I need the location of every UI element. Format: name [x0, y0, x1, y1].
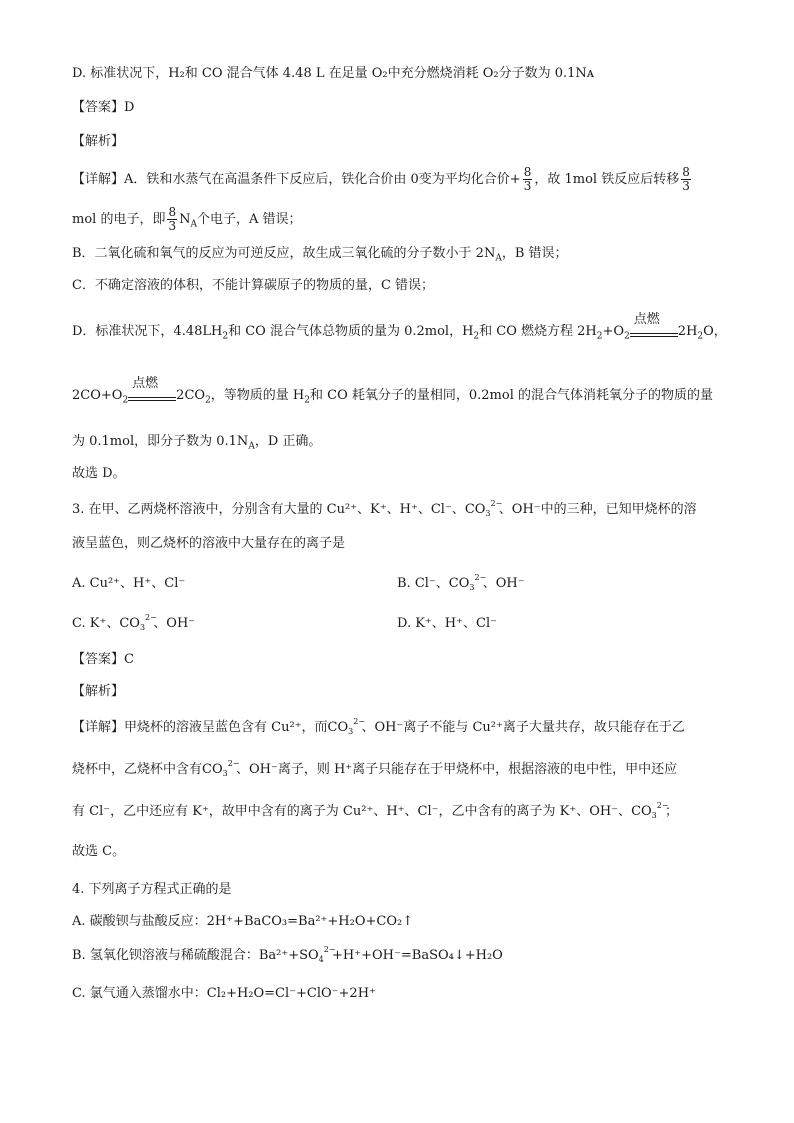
fraction-8-3-b	[681, 166, 691, 193]
detail-d-text-3: 和 CO 燃烧方程 2H	[479, 324, 597, 339]
ignite-condition-2	[128, 376, 176, 406]
q4-stem: 4. 下列离子方程式正确的是	[72, 882, 232, 897]
detail-d-line-3: 为 0.1mol，即分子数为 $0.1N_A$，D 正确。	[72, 434, 322, 452]
detail-d-line: D．标准状况下，$4.48LH_2$和 CO 混合气体总物质的量为 0.2mol，$H_2$和 CO 燃烧方程 $2H_2+O_2$ 点燃 $2H_2O$，	[72, 312, 727, 342]
detail-d-text-5: 2H	[677, 324, 698, 339]
fraction-8-3	[523, 166, 533, 193]
fraction-8-3-c	[167, 206, 177, 233]
q3-detail-line-3: 有 Cl⁻，乙中还应有 K⁺，故甲中含有的离子为 Cu²⁺、H⁺、Cl⁻，乙中含有的离子为 K⁺、OH⁻、$CO_3$ 2− ；	[72, 802, 678, 823]
detail-d-text-12: ，D 正确。	[254, 434, 322, 449]
detail-d-text-9: ，等物质的量 H	[210, 388, 305, 403]
detail-a-text-1: 【详解】A．铁和水蒸气在高温条件下反应后，铁化合价由 0变为平均化合价	[72, 172, 510, 187]
detail-d-text-11: 为 0.1mol，即分子数为 0.1N	[72, 434, 249, 449]
q3-stem-1b: 、OH⁻中的三种，已知甲烧杯的溶	[498, 502, 697, 517]
q4-option-a: A. 碳酸钡与盐酸反应：2H⁺+BaCO₃=Ba²⁺+H₂O+CO₂↑	[72, 914, 414, 929]
q4-option-c: C. 氯气通入蒸馏水中：Cl₂+H₂O=Cl⁻+ClO⁻+2H⁺	[72, 986, 376, 1001]
plus-sign: +	[509, 172, 521, 187]
detail-d-line-2: $2CO+O_2$ 点燃 $2CO_2$，等物质的量 $H_2$和 CO 耗氧分子的量相同，0.2mol 的混合气体消耗氧分子的物质的量	[72, 376, 714, 406]
detail-b-line	[72, 244, 568, 264]
choose-q2: 故选 D。	[72, 466, 126, 481]
frac-denominator: 3	[168, 219, 177, 233]
detail-d-text-2: 和 CO 混合气体总物质的量为 0.2mol，H	[228, 324, 474, 339]
detail-b-end: ，B 错误；	[501, 246, 568, 261]
ignite-label: 点燃	[633, 312, 660, 327]
detail-a-line	[72, 166, 693, 193]
sub-a: A	[190, 219, 197, 230]
detail-c-line: C．不确定溶液的体积，不能计算碳原子的物质的量，C 错误；	[72, 278, 435, 293]
detail-a-text-5: 个电子，A 错误；	[196, 212, 302, 227]
co3-ion: $CO_3$ 2−	[448, 573, 487, 592]
analysis-label-q3: 【解析】	[72, 684, 125, 699]
q3-option-b: B. Cl⁻、$CO_3$ 2− 、OH⁻	[397, 574, 525, 595]
frac-numerator: 8	[523, 165, 532, 179]
frac-denominator: 3	[682, 179, 690, 193]
frac-numerator: 8	[168, 205, 177, 219]
q3-option-a: A. Cu²⁺、H⁺、Cl⁻	[72, 576, 186, 591]
detail-a-text-3: mol 的电子，即	[72, 212, 166, 227]
co3-ion: $CO_3$ 2−	[631, 801, 669, 820]
q3-detail-line-2: 烧杯中，乙烧杯中含有$CO_3$ 2− 、OH⁻离子，则 H⁺离子只能存在于甲烧杯中，根据溶液的电中性，甲中还应	[72, 760, 677, 781]
q3-detail-line-1: 【详解】甲烧杯的溶液呈蓝色含有 Cu²⁺，而$CO_3$ 2− 、OH⁻离子不能与 Cu²⁺离子大量共存，故只能存在于乙	[72, 718, 685, 739]
detail-d-text-1: D．标准状况下，4.48LH	[72, 324, 223, 339]
detail-d-text-6: O，	[703, 324, 727, 339]
detail-a-text-2: ，故 1mol 铁反应后转移	[534, 172, 680, 187]
detail-d-text-7: 2CO+O	[72, 388, 123, 403]
q3-option-d: D. K⁺、H⁺、Cl⁻	[397, 616, 497, 631]
frac-denominator: 3	[523, 179, 532, 193]
answer-label-q2: 【答案】D	[72, 100, 135, 115]
sub-b: A	[495, 253, 502, 264]
analysis-label-q2: 【解析】	[72, 134, 125, 149]
ignite-label: 点燃	[132, 376, 159, 391]
q3-stem-line-1	[72, 500, 697, 521]
frac-numerator: 8	[682, 165, 690, 179]
so4-ion: $SO_4$ 2−	[299, 945, 336, 964]
ignite-condition	[630, 312, 678, 342]
co3-ion: $CO_3$ 2−	[464, 499, 503, 518]
detail-a-line-2	[72, 206, 302, 233]
detail-a-text-4: N	[179, 212, 191, 227]
detail-d-text-10: 和 CO 耗氧分子的量相同，0.2mol 的混合气体消耗氧分子的物质的量	[310, 388, 714, 403]
q3-stem-1: 3. 在甲、乙两烧杯溶液中，分别含有大量的 Cu²⁺、K⁺、H⁺、Cl⁻、	[72, 502, 465, 517]
co3-ion: $CO_3$ 2−	[119, 613, 157, 632]
option-d-text: D. 标准状况下，H₂和 CO 混合气体 4.48 L 在足量 O₂中充分燃烧消耗 O₂分子数为 0.1Nᴀ	[72, 66, 595, 81]
choose-q3: 故选 C。	[72, 844, 126, 859]
co3-ion: $CO_3$ 2−	[327, 717, 366, 736]
detail-d-text-4: +O	[602, 324, 625, 339]
answer-label-q3: 【答案】C	[72, 652, 134, 667]
co3-ion: $CO_3$ 2−	[202, 759, 240, 778]
q4-option-b: B. 氢氧化钡溶液与稀硫酸混合：$Ba^{2+}+SO_4$ 2− +H⁺+OH⁻=BaSO₄↓+H₂O	[72, 946, 503, 967]
q3-option-c: C. K⁺、$CO_3$ 2− 、OH⁻	[72, 614, 195, 635]
detail-b-text: B．二氧化硫和氧气的反应为可逆反应，故生成三氧化硫的分子数小于 2N	[72, 246, 496, 261]
q3-stem-line-2: 液呈蓝色，则乙烧杯的溶液中大量存在的离子是	[72, 536, 346, 551]
detail-d-text-8: 2CO	[176, 388, 206, 403]
